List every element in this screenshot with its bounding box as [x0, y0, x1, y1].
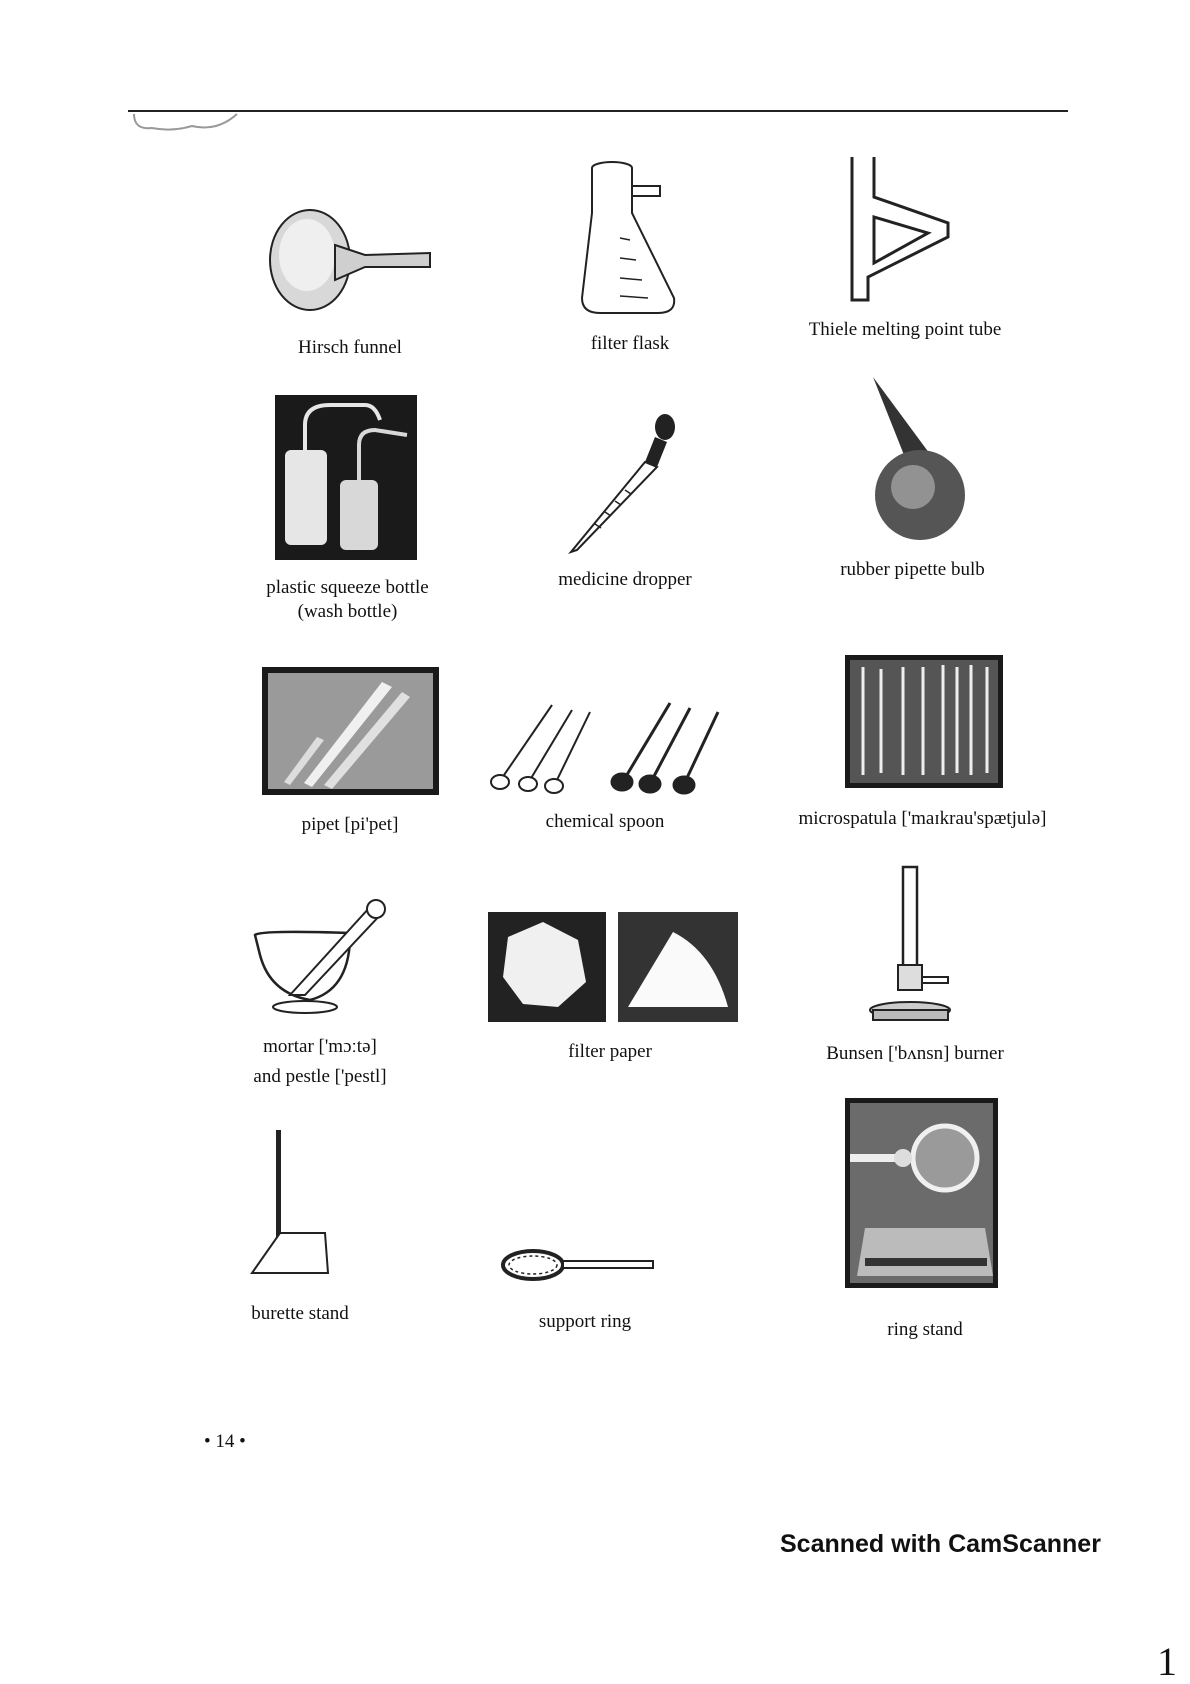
caption-line: mortar ['mɔːtə] — [263, 1036, 377, 1057]
microspatula-caption — [785, 807, 1060, 831]
ring-stand-icon — [845, 1098, 998, 1288]
filter-flask-icon — [580, 158, 680, 318]
ring-stand-caption — [860, 1318, 990, 1342]
caption-line: Hirsch funnel — [298, 337, 402, 358]
thiele-tube-icon — [848, 155, 958, 305]
caption-line: filter flask — [590, 333, 670, 354]
page-number: • 14 • — [204, 1431, 246, 1452]
filter-flask-caption — [560, 332, 700, 356]
caption-line: Thiele melting point tube — [808, 319, 1002, 340]
bunsen-burner-caption — [805, 1042, 1025, 1066]
caption-line-2: and pestle ['pestl] — [253, 1066, 387, 1087]
caption-line: Bunsen ['bʌnsn] burner — [826, 1043, 1004, 1064]
thiele-tube-caption — [795, 318, 1015, 342]
scanner-footer: Scanned with CamScanner — [780, 1530, 1101, 1558]
caption-line: microspatula ['maɪkrau'spætjulə] — [798, 808, 1047, 829]
filter-paper-icon — [488, 912, 738, 1022]
bunsen-burner-icon — [868, 865, 968, 1025]
caption-line: ring stand — [887, 1319, 963, 1340]
support-ring-caption — [515, 1310, 655, 1334]
caption-line: plastic squeeze bottle — [266, 577, 429, 598]
pipet-icon — [262, 667, 439, 795]
caption-line: medicine dropper — [558, 569, 692, 590]
wash-bottle-caption — [255, 576, 440, 624]
filter-paper-caption — [540, 1040, 680, 1064]
chemical-spoon-caption — [530, 810, 680, 834]
corner-number: 1 — [1157, 1639, 1177, 1684]
header-rule — [128, 110, 1068, 112]
caption-line: chemical spoon — [545, 811, 665, 832]
support-ring-icon — [500, 1245, 655, 1285]
header-corner-mark — [132, 112, 242, 134]
pipette-bulb-icon — [868, 375, 968, 545]
caption-line: support ring — [538, 1311, 632, 1332]
caption-line: filter paper — [568, 1041, 652, 1062]
medicine-dropper-icon — [565, 412, 685, 557]
pipet-caption — [270, 813, 430, 837]
caption-line: burette stand — [251, 1303, 349, 1324]
burette-stand-caption — [225, 1302, 375, 1326]
caption-line: rubber pipette bulb — [840, 559, 985, 580]
mortar-pestle-icon — [250, 895, 390, 1020]
microspatula-icon — [845, 655, 1003, 788]
burette-stand-icon — [250, 1128, 340, 1278]
hirsch-funnel-icon — [265, 205, 435, 315]
pipette-bulb-caption — [825, 558, 1000, 582]
wash-bottle-icon — [275, 395, 417, 560]
mortar-pestle-caption — [235, 1035, 405, 1089]
caption-line-2: (wash bottle) — [297, 601, 398, 622]
caption-line: pipet [pi'pet] — [301, 814, 399, 835]
chemical-spoon-icon — [490, 700, 730, 795]
hirsch-funnel-caption — [270, 336, 430, 360]
medicine-dropper-caption — [540, 568, 710, 592]
